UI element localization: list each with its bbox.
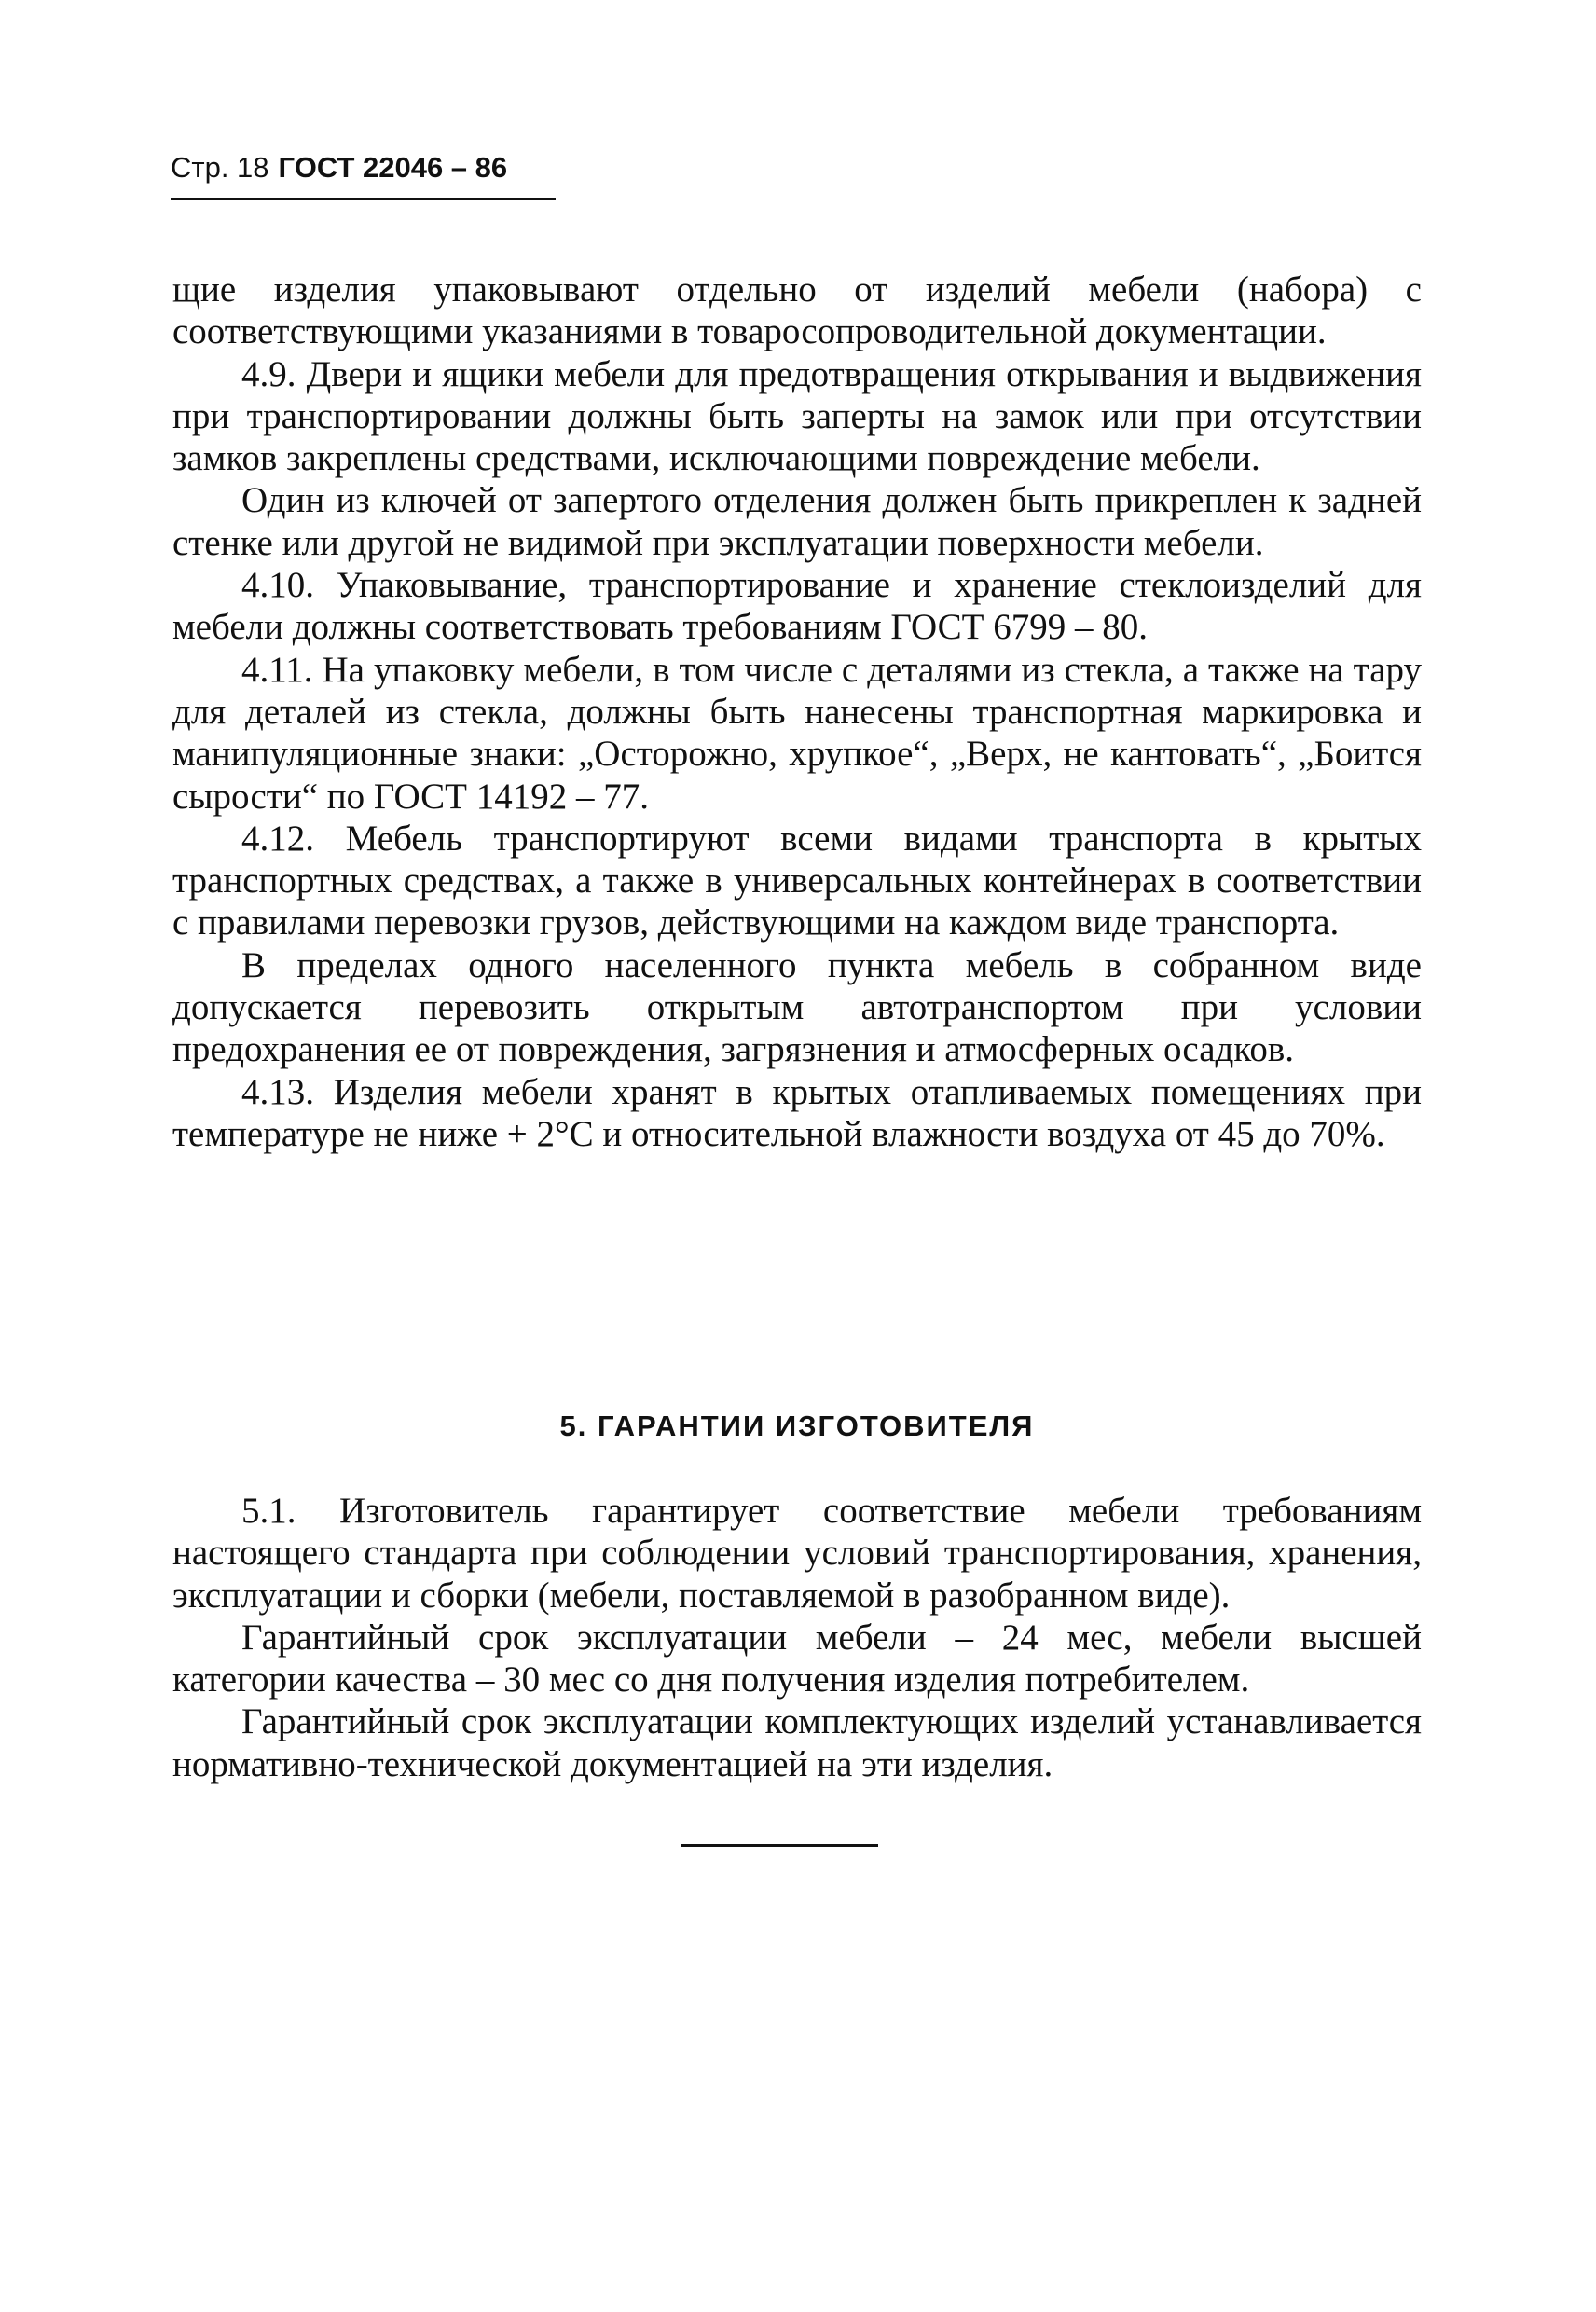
- section-5-text: [172, 1490, 1422, 1785]
- section-5-heading: 5. ГАРАНТИИ ИЗГОТОВИТЕЛЯ: [559, 1410, 1035, 1442]
- paragraph-continuation: щие изделия упаковывают отдельно от изделий мебели (набора) с соответствующими указаниями в товаросопроводительной документации.: [172, 269, 1422, 352]
- paragraph-4-9-keys: Один из ключей от запертого отделения должен быть прикреплен к задней стенке или другой не видимой при эксплуатации поверхности мебели.: [172, 480, 1422, 563]
- paragraph-warranty-term: Гарантийный срок эксплуатации мебели – 24 мес, мебели высшей категории качества – 30 мес со дня получения изделия потребителем.: [172, 1617, 1422, 1700]
- paragraph-components-warranty: Гарантийный срок эксплуатации комплектующих изделий устанавливается нормативно-технической документацией на эти изделия.: [172, 1701, 1422, 1784]
- page-number-label: Стр. 18: [171, 151, 269, 184]
- section-4-text: [172, 268, 1422, 1155]
- paragraph-4-10: 4.10. Упаковывание, транспортирование и хранение стеклоизделий для мебели должны соответствовать требованиям ГОСТ 6799 – 80.: [172, 565, 1422, 648]
- paragraph-4-11: 4.11. На упаковку мебели, в том числе с деталями из стекла, а также на тару для деталей из стекла, должны быть нанесены транспортная маркировка и манипуляционные знаки: „Осторожно, хрупкое“, „Верх, не кантовать“, „Боится сырости“ по ГОСТ 14192 – 77.: [172, 649, 1422, 817]
- end-of-text-rule: [681, 1844, 878, 1847]
- paragraph-5-1: 5.1. Изготовитель гарантирует соответствие мебели требованиям настоящего стандарта при соблюдении условий транспортирования, хранения, эксплуатации и сборки (мебели, поставляемой в разобранном виде).: [172, 1491, 1422, 1616]
- standard-designation: ГОСТ 22046 – 86: [278, 151, 508, 184]
- paragraph-4-12: 4.12. Мебель транспортируют всеми видами транспорта в крытых транспортных средствах, а также в универсальных контейнерах в соответствии с правилами перевозки грузов, действующими на каждом виде транспорта.: [172, 818, 1422, 943]
- header-underline: [171, 198, 556, 200]
- paragraph-4-12-local: В пределах одного населенного пункта мебель в собранном виде допускается перевозить открытым автотранспортом при условии предохранения ее от повреждения, загрязнения и атмосферных осадков.: [172, 944, 1422, 1070]
- paragraph-4-9: 4.9. Двери и ящики мебели для предотвращения открывания и выдвижения при транспортировании должны быть заперты на замок или при отсутствии замков закреплены средствами, исключающими повреждение мебели.: [172, 353, 1422, 479]
- paragraph-4-13: 4.13. Изделия мебели хранят в крытых отапливаемых помещениях при температуре не ниже + 2°С и относительной влажности воздуха от 45 до 70%.: [172, 1071, 1422, 1154]
- running-header: [171, 149, 507, 186]
